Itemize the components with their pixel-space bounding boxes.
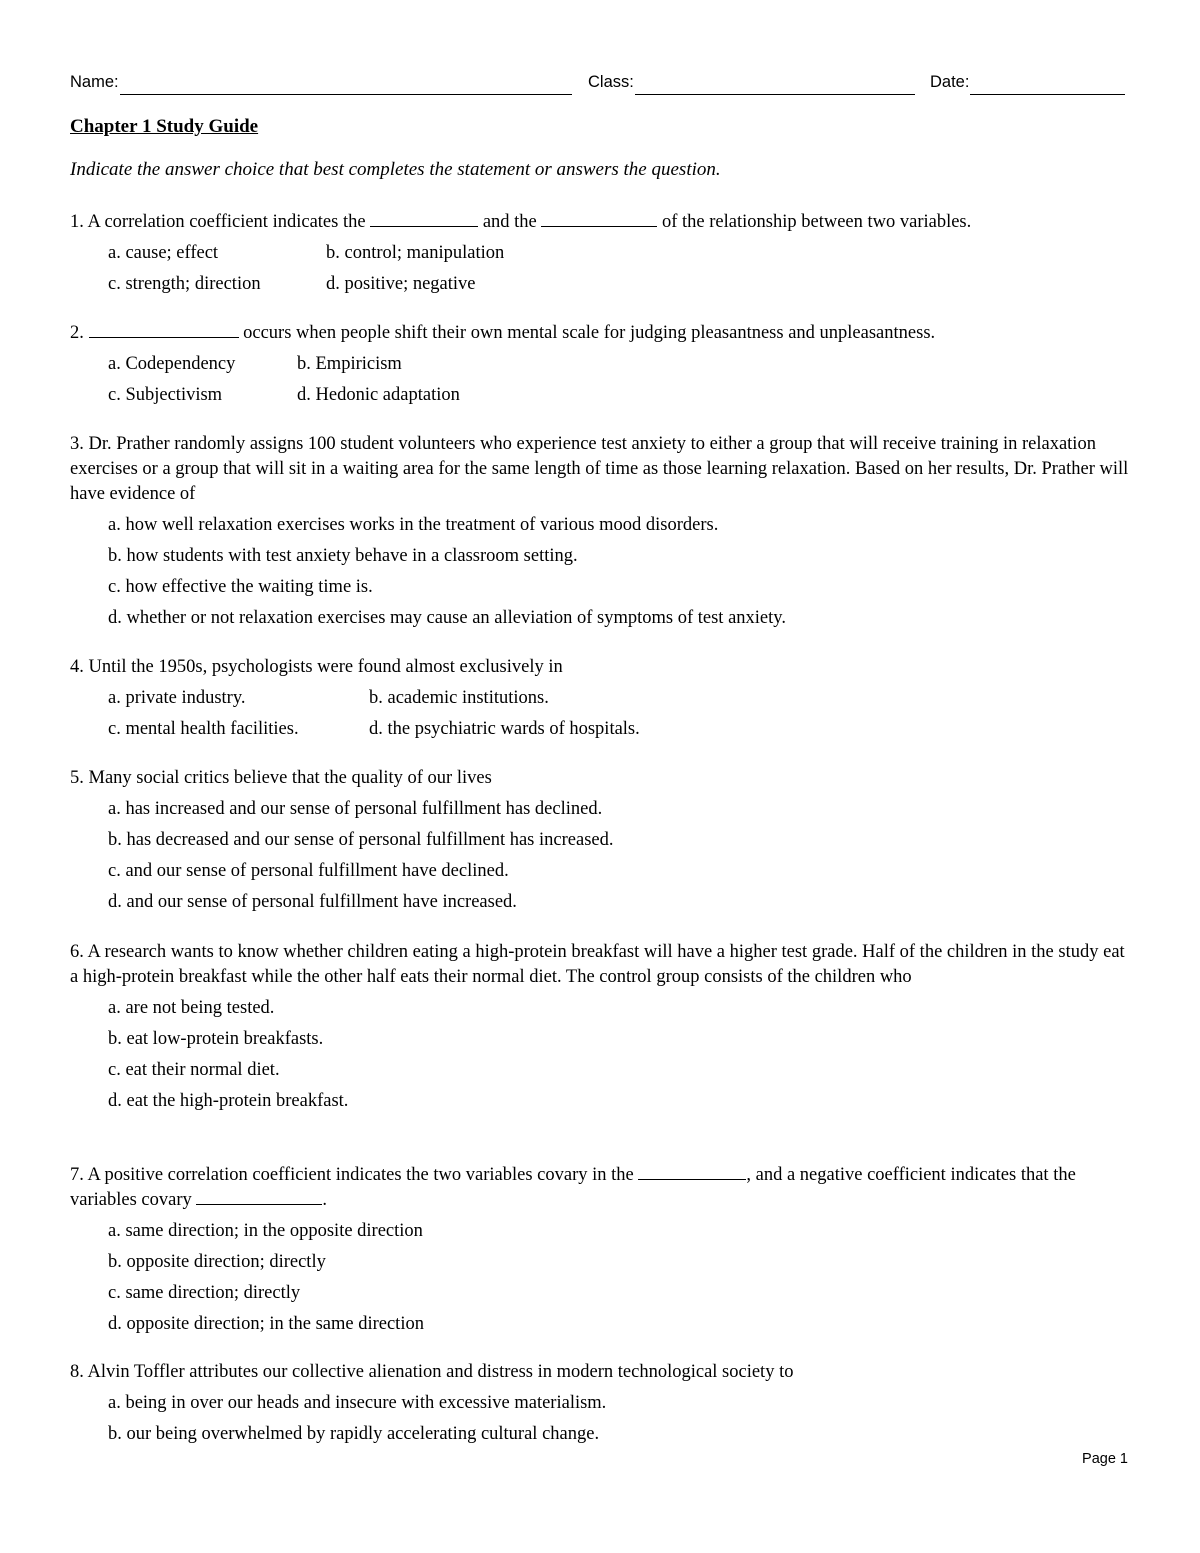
option-c[interactable]: c. how effective the waiting time is.	[108, 577, 373, 597]
option-d[interactable]: d. Hedonic adaptation	[297, 385, 460, 405]
option-c[interactable]: c. and our sense of personal fulfillment have declined.	[108, 861, 509, 881]
question-number: 4.	[70, 657, 84, 677]
class-field[interactable]	[588, 70, 915, 95]
stem-text: , and a negative coefficient indicates that the variables covary	[70, 1165, 1076, 1210]
answer-options	[108, 510, 1132, 634]
answer-options	[108, 1388, 1132, 1450]
question-stem	[70, 940, 1132, 990]
option-b[interactable]: b. academic institutions.	[369, 688, 549, 708]
answer-blank	[370, 210, 478, 227]
stem-text: occurs when people shift their own mental scale for judging pleasantness and unpleasantness.	[238, 323, 936, 343]
option-row	[108, 269, 1132, 300]
question-number: 5.	[70, 768, 84, 788]
option-b[interactable]: b. our being overwhelmed by rapidly accelerating cultural change.	[108, 1424, 600, 1444]
answer-options	[108, 993, 1132, 1117]
page-number: Page 1	[1082, 1451, 1128, 1467]
stem-text: Many social critics believe that the quality of our lives	[88, 768, 492, 788]
question-1	[70, 210, 1132, 300]
answer-blank	[89, 321, 239, 338]
answer-options	[108, 683, 1132, 745]
answer-options	[108, 1216, 1132, 1340]
option-c[interactable]: c. strength; direction	[108, 274, 261, 294]
page-title: Chapter 1 Study Guide	[70, 116, 259, 137]
option-c[interactable]: c. eat their normal diet.	[108, 1060, 280, 1080]
question-number: 7.	[70, 1165, 84, 1185]
date-blank-line[interactable]	[970, 74, 1125, 95]
option-d[interactable]: d. positive; negative	[326, 274, 476, 294]
answer-options	[108, 238, 1132, 300]
stem-text: Until the 1950s, psychologists were found almost exclusively in	[88, 657, 563, 677]
question-2	[70, 321, 1132, 411]
option-a[interactable]: a. being in over our heads and insecure with excessive materialism.	[108, 1393, 607, 1413]
answer-options	[108, 794, 1132, 918]
stem-text: Dr. Prather randomly assigns 100 student volunteers who experience test anxiety to either a group that will receive training in relaxation exercises or a group that will sit in a waiting area for the same length of time as those learning relaxation. Based on her results, Dr. Prather will have evidence of	[70, 434, 1129, 504]
option-row	[108, 349, 1132, 380]
answer-blank	[638, 1163, 746, 1180]
answer-blank	[541, 210, 657, 227]
stem-text: Alvin Toffler attributes our collective alienation and distress in modern technological society to	[87, 1362, 794, 1382]
question-3	[70, 432, 1132, 634]
option-c[interactable]: c. Subjectivism	[108, 385, 223, 405]
option-a[interactable]: a. Codependency	[108, 354, 236, 374]
option-row	[108, 380, 1132, 411]
question-8	[70, 1360, 1132, 1450]
header-fields	[70, 70, 1132, 96]
stem-text: and the	[478, 212, 542, 232]
answer-options	[108, 349, 1132, 411]
date-field[interactable]	[930, 70, 1125, 95]
class-blank-line[interactable]	[635, 74, 915, 95]
option-a[interactable]: a. same direction; in the opposite direction	[108, 1221, 423, 1241]
stem-text: A positive correlation coefficient indicates the two variables covary in the	[87, 1165, 639, 1185]
option-row	[108, 683, 1132, 714]
option-d[interactable]: d. eat the high-protein breakfast.	[108, 1091, 349, 1111]
option-d[interactable]: d. whether or not relaxation exercises may cause an alleviation of symptoms of test anxiety.	[108, 608, 786, 628]
stem-text: A correlation coefficient indicates the	[87, 212, 371, 232]
option-d[interactable]: d. opposite direction; in the same direction	[108, 1314, 424, 1334]
option-b[interactable]: b. has decreased and our sense of personal fulfillment has increased.	[108, 830, 614, 850]
option-row	[108, 714, 1132, 745]
question-stem	[70, 766, 1132, 791]
question-4	[70, 655, 1132, 745]
stem-text: .	[322, 1190, 327, 1210]
instructions: Indicate the answer choice that best completes the statement or answers the question.	[70, 159, 721, 180]
question-number: 6.	[70, 942, 84, 962]
name-blank-line[interactable]	[120, 74, 572, 95]
option-a[interactable]: a. how well relaxation exercises works in the treatment of various mood disorders.	[108, 515, 719, 535]
option-b[interactable]: b. Empiricism	[297, 354, 402, 374]
date-label: Date:	[930, 73, 970, 91]
question-stem	[70, 655, 1132, 680]
question-stem	[70, 432, 1132, 507]
option-c[interactable]: c. mental health facilities.	[108, 719, 299, 739]
option-b[interactable]: b. control; manipulation	[326, 243, 505, 263]
answer-blank	[196, 1188, 322, 1205]
option-a[interactable]: a. private industry.	[108, 688, 246, 708]
question-5	[70, 766, 1132, 918]
question-number: 1.	[70, 212, 84, 232]
option-d[interactable]: d. the psychiatric wards of hospitals.	[369, 719, 640, 739]
option-b[interactable]: b. how students with test anxiety behave in a classroom setting.	[108, 546, 578, 566]
question-7	[70, 1163, 1132, 1340]
option-c[interactable]: c. same direction; directly	[108, 1283, 301, 1303]
question-stem	[70, 1163, 1132, 1213]
question-number: 2.	[70, 323, 84, 343]
question-stem	[70, 1360, 1132, 1385]
question-stem	[70, 321, 1132, 346]
question-number: 8.	[70, 1362, 84, 1382]
option-b[interactable]: b. opposite direction; directly	[108, 1252, 326, 1272]
option-b[interactable]: b. eat low-protein breakfasts.	[108, 1029, 324, 1049]
name-label: Name:	[70, 73, 119, 91]
question-number: 3.	[70, 434, 84, 454]
option-a[interactable]: a. has increased and our sense of personal fulfillment has declined.	[108, 799, 603, 819]
class-label: Class:	[588, 73, 634, 91]
question-6	[70, 940, 1132, 1117]
option-d[interactable]: d. and our sense of personal fulfillment have increased.	[108, 892, 517, 912]
stem-text: A research wants to know whether children eating a high-protein breakfast will have a higher test grade. Half of the children in the study eat a high-protein breakfast while the other half eats their normal diet. The control group consists of the children who	[70, 942, 1125, 987]
option-a[interactable]: a. cause; effect	[108, 243, 219, 263]
option-row	[108, 238, 1132, 269]
name-field[interactable]	[70, 70, 572, 95]
stem-text: of the relationship between two variables.	[657, 212, 972, 232]
question-stem	[70, 210, 1132, 235]
option-a[interactable]: a. are not being tested.	[108, 998, 275, 1018]
